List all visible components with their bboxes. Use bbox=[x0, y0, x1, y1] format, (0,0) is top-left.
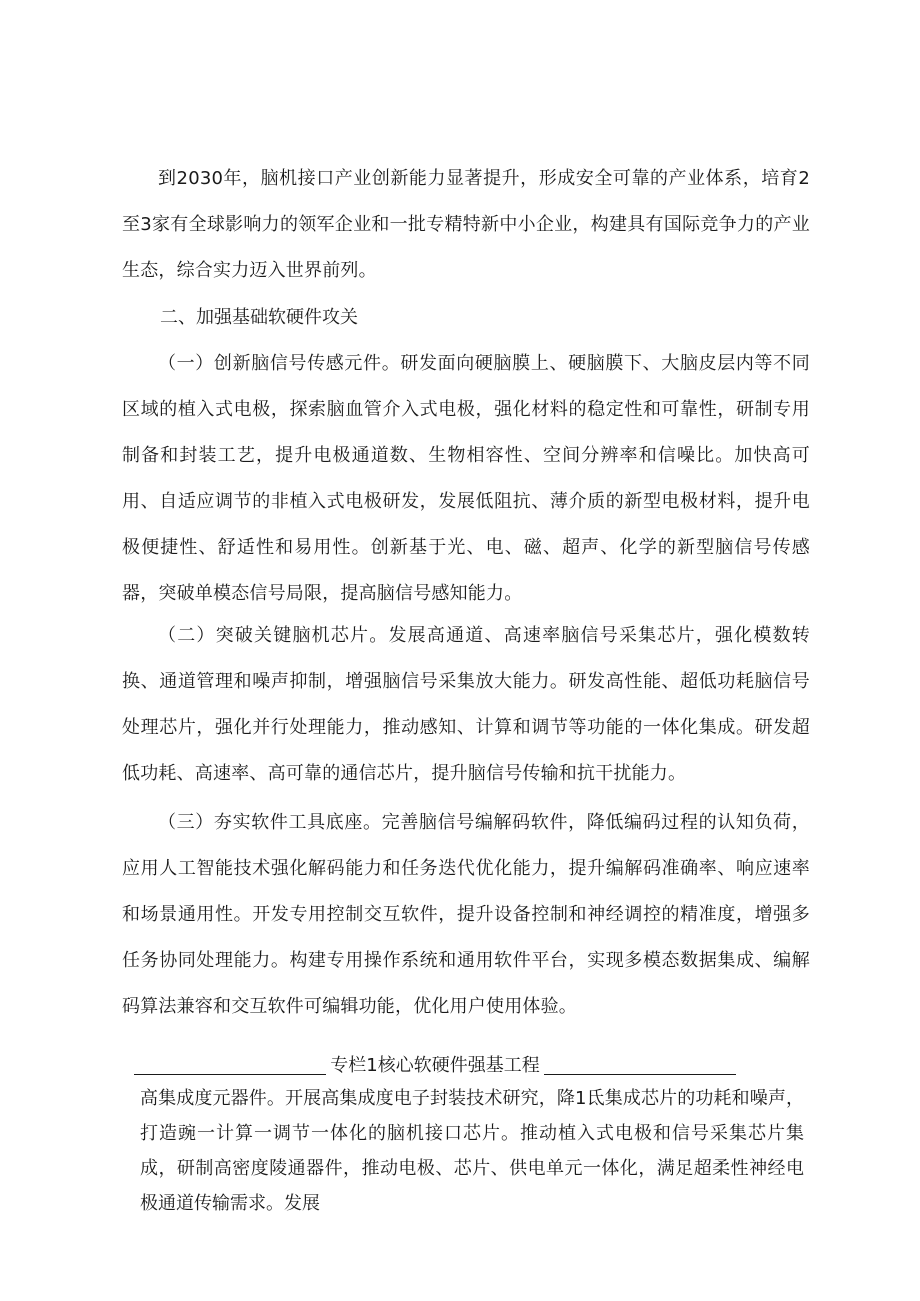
paragraph-bci-chips: （二）突破关键脑机芯片。发展高通道、高速率脑信号采集芯片，强化模数转换、通道管理和噪声抑制，增强脑信号采集放大能力。研发高性能、超低功耗脑信号处理芯片，强化并行处理能力，推动感知、计算和调节等功能的一体化集成。研发超低功耗、高速率、高可靠的通信芯片，提升脑信号传输和抗干扰能力。 bbox=[122, 625, 810, 784]
box-body-text: 高集成度元器件。开展高集成度电子封装技术研究，降1氐集成芯片的功耗和噪声，打造豌一计算一调节一体化的脑机接口芯片。推动植入式电极和信号采集芯片集成，研制高密度陵通器件，推动电极、芯片、供电单元一体化，满足超柔性神经电极通道传输需求。发展 bbox=[140, 1088, 804, 1214]
title-rule-right bbox=[544, 1074, 736, 1075]
section-heading-2: 二、加强基础软硬件攻关 bbox=[160, 307, 358, 328]
box-title-row bbox=[134, 1053, 736, 1079]
paragraph-goal-2030: 到2030年，脑机接口产业创新能力显著提升，形成安全可靠的产业体系，培育2至3家有全球影响力的领军企业和一批专精特新中小企业，构建具有国际竞争力的产业生态，综合实力迈入世界前列。 bbox=[122, 168, 810, 281]
box-title: 专栏1核心软硬件强基工程 bbox=[330, 1055, 540, 1076]
paragraph-sensor-components: （一）创新脑信号传感元件。研发面向硬脑膜上、硬脑膜下、大脑皮层内等不同区域的植入式电极，探索脑血管介入式电极，强化材料的稳定性和可靠性，研制专用制备和封装工艺，提升电极通道数、生物相容性、空间分辨率和信噪比。加快高可用、自适应调节的非植入式电极研发，发展低阻抗、薄介质的新型电极材料，提升电极便捷性、舒适性和易用性。创新基于光、电、磁、超声、化学的新型脑信号传感器，突破单模态信号局限，提高脑信号感知能力。 bbox=[122, 353, 810, 604]
paragraph-software-tools: （三）夯实软件工具底座。完善脑信号编解码软件，降低编码过程的认知负荷，应用人工智能技术强化解码能力和任务迭代优化能力，提升编解码准确率、响应速率和场景通用性。开发专用控制交互软件，提升设备控制和神经调控的精准度，增强多任务协同处理能力。构建专用操作系统和通用软件平台，实现多模态数据集成、编解码算法兼容和交互软件可编辑功能，优化用户使用体验。 bbox=[122, 812, 810, 1017]
title-rule-left bbox=[134, 1074, 326, 1075]
